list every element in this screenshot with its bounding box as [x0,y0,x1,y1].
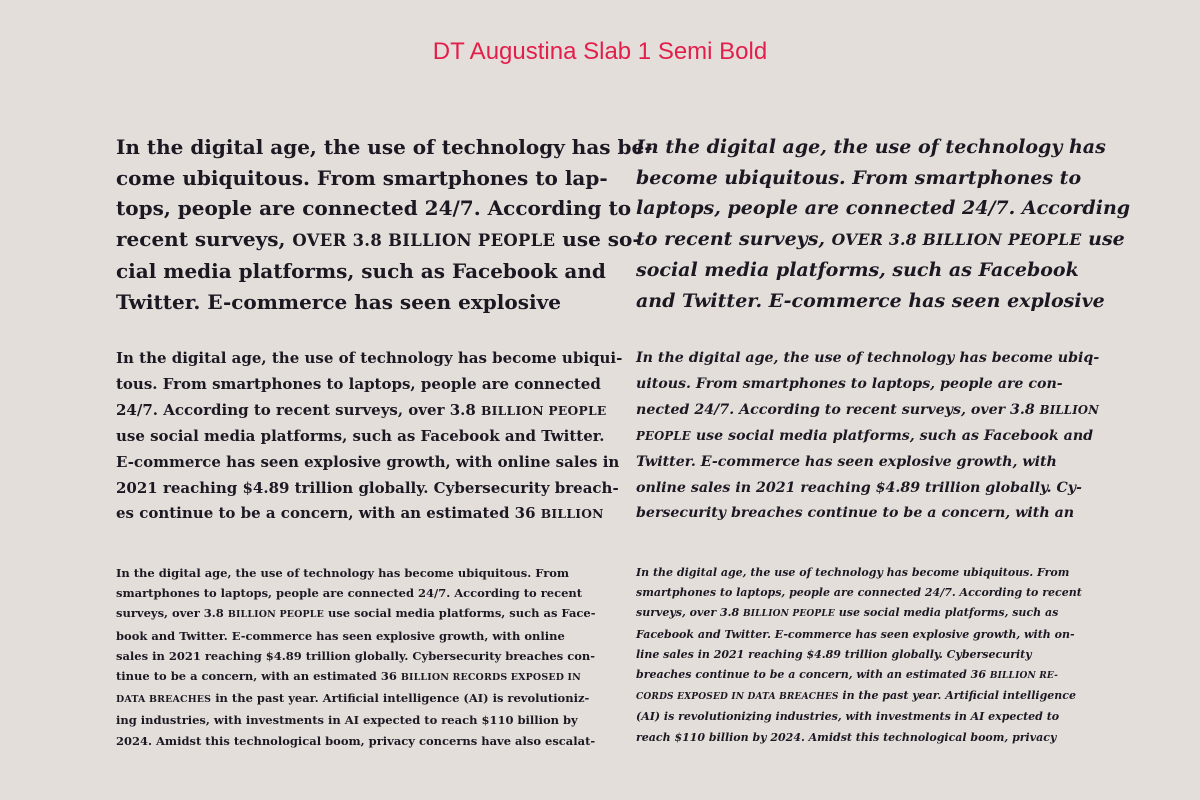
text-line [116,424,605,450]
text-line [116,476,619,502]
small-caps-run: CORDS EXPOSED IN DATA BREACHES [636,692,839,703]
text-line [116,450,620,476]
text-line [636,563,1096,583]
small-caps-run: OVER 3.8 BILLION PEOPLE [831,229,1082,249]
text-line [116,731,596,751]
text-run: 2021 reaching $4.89 trillion globally. Cybersecurity breach- [116,478,619,497]
text-line [636,193,1131,224]
text-run: tous. From smartphones to laptops, people are connected [116,374,601,393]
text-run: use social media platforms, such as Facebook and Twitter. [116,426,605,445]
text-line [636,603,1096,624]
text-run: use [1081,227,1125,250]
small-caps-run: BILLION PEOPLE [227,609,324,621]
text-line [116,224,641,257]
text-line [116,626,576,646]
small-caps-run: BILLION [1039,402,1100,417]
text-run: In the digital age, the use of technology has become ubiquitous. From [636,566,1070,579]
text-line [116,193,632,224]
small-caps-run: OVER 3.8 BILLION PEOPLE [292,230,556,250]
text-line [636,424,1096,450]
text-run: Twitter. E-commerce has seen explosive growth, with [636,453,1057,470]
text-run: (AI) is revolutionizing industries, with investments in AI expected to [636,710,1060,724]
specimen-paragraph-small [116,563,596,751]
text-line [116,372,601,398]
text-run: In the digital age, the use of technology has become ubiq- [636,350,1100,366]
text-line [116,256,606,287]
text-run: in the past year. Artificial intelligence [838,689,1076,703]
specimen-paragraph-large [116,132,653,317]
text-run: smartphones to laptops, people are connected 24/7. According to recent [636,586,1082,600]
text-line [636,583,1096,603]
small-caps-run: DATA BREACHES [116,694,212,706]
text-run: E-commerce has seen explosive growth, with online sales in [116,452,620,471]
text-run: social media platforms, such as Facebook [636,259,1079,281]
text-line [636,450,1096,476]
small-caps-run: BILLION [540,506,604,522]
text-run: reach $110 billion by 2024. Amidst this technological boom, privacy [636,730,1057,744]
text-run: cial media platforms, such as Facebook and [116,259,606,283]
text-run: Twitter. E-commerce has seen explosive [116,289,561,314]
text-run: come ubiquitous. From smartphones to lap- [116,165,608,190]
text-line [636,625,1096,645]
text-line [116,287,576,318]
text-line [636,645,1096,665]
text-run: surveys, over 3.8 [636,606,743,620]
text-run: use social media platforms, such as Face- [323,606,596,621]
text-line [636,132,1106,163]
text-run: line sales in 2021 reaching $4.89 trillion globally. Cybersecurity [636,647,1032,661]
specimen-paragraph-medium [116,346,623,527]
text-run: in the past year. Artificial intelligence (AI) is revolutioniz- [211,691,590,706]
text-run: sales in 2021 reaching $4.89 trillion globally. Cybersecurity breaches con- [116,648,596,663]
text-line [636,665,1096,686]
small-caps-run: BILLION RE- [989,671,1059,682]
text-line [636,476,1096,502]
text-run: use social media platforms, such as Facebook and [690,427,1094,444]
text-line [116,583,583,603]
text-run: 2024. Amidst this technological boom, privacy concerns have also escalat- [116,733,596,748]
text-run: smartphones to laptops, people are connected 24/7. According to recent [116,586,583,601]
text-run: bersecurity breaches continue to be a concern, with an [636,505,1075,522]
text-line [116,666,581,688]
text-run: In the digital age, the use of technology has be- [116,135,653,159]
text-run: and Twitter. E-commerce has seen explosive [636,289,1105,312]
text-line [116,398,607,424]
text-run: surveys, over 3.8 [116,606,228,621]
text-line [636,372,1096,398]
specimen-paragraph-medium [636,346,1100,527]
text-line [116,346,623,372]
text-run: In the digital age, the use of technology has become ubiqui- [116,349,623,367]
text-run: tops, people are connected 24/7. According to [116,196,632,220]
text-run: 24/7. According to recent surveys, over 3.8 [116,400,482,419]
text-line [636,224,1125,256]
small-caps-run: BILLION PEOPLE [481,402,607,418]
text-line [636,163,1096,194]
text-run: es continue to be a concern, with an estimated 36 [116,504,541,523]
text-line [116,688,590,710]
page-title: DT Augustina Slab 1 Semi Bold [432,38,768,65]
text-run: In the digital age, the use of technology has become ubiquitous. From [116,566,570,580]
text-line [116,646,596,666]
text-line [636,686,1096,707]
text-line [116,563,576,583]
small-caps-run: PEOPLE [636,428,691,443]
text-line [116,603,596,625]
text-run: use social media platforms, such as [834,606,1059,620]
text-line [636,346,1100,372]
text-run: nected 24/7. According to recent surveys, over 3.8 [636,401,1040,418]
text-run: recent surveys, [116,226,293,251]
text-line [116,132,653,163]
text-run: to recent surveys, [636,227,832,250]
text-run: use so- [555,226,641,251]
text-run: In the digital age, the use of technology has [636,136,1106,158]
text-run: Facebook and Twitter. E-commerce has seen explosive growth, with on- [636,627,1075,641]
text-line [636,255,1096,286]
text-line [636,501,1096,527]
text-line [636,398,1100,424]
small-caps-run: BILLION PEOPLE [742,609,835,620]
text-run: ing industries, with investments in AI expected to reach $110 billion by [116,713,578,728]
text-run: breaches continue to be a concern, with an estimated 36 [636,668,990,682]
text-run: online sales in 2021 reaching $4.89 trillion globally. Cy- [636,479,1082,496]
text-line [116,501,604,527]
specimen-paragraph-small [636,563,1096,748]
text-run: become ubiquitous. From smartphones to [636,166,1082,189]
specimen-paragraph-large [636,132,1131,316]
text-line [116,163,608,194]
text-line [116,710,576,730]
text-run: uitous. From smartphones to laptops, people are con- [636,375,1063,392]
text-line [636,286,1105,317]
text-run: book and Twitter. E-commerce has seen explosive growth, with online [116,628,565,643]
text-run: tinue to be a concern, with an estimated 36 [116,669,401,684]
text-line [636,707,1096,727]
small-caps-run: BILLION RECORDS EXPOSED IN [400,672,581,684]
text-line [636,728,1096,748]
text-run: laptops, people are connected 24/7. According [636,197,1131,219]
